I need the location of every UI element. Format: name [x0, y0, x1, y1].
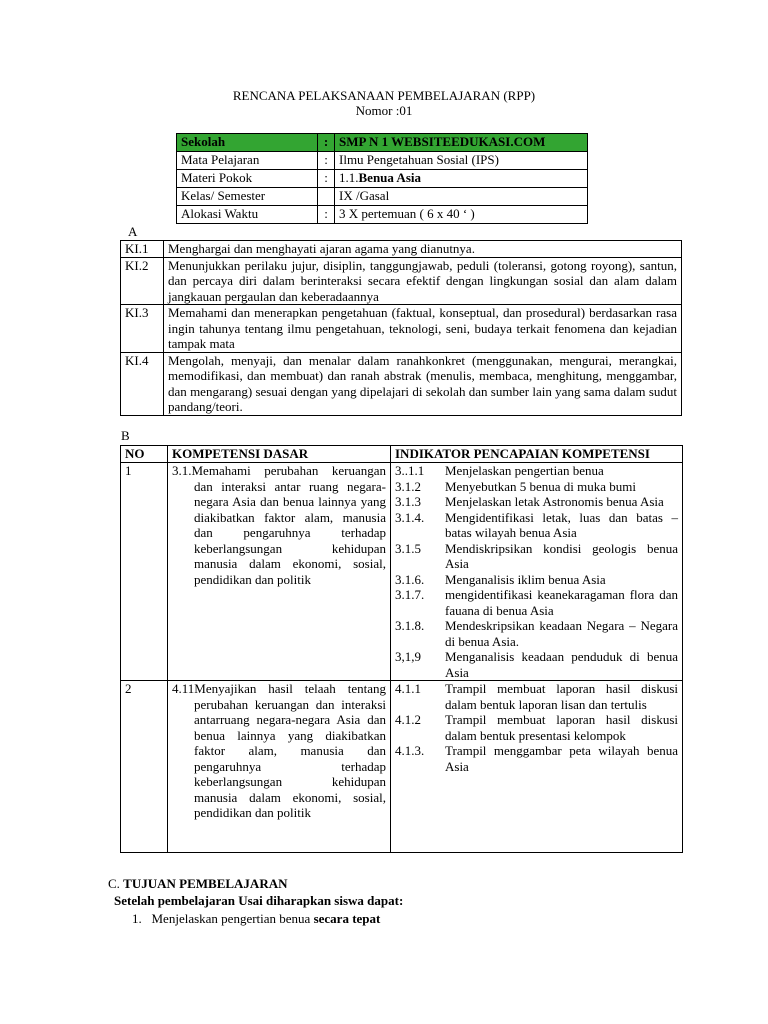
kd-indicators: [391, 681, 683, 853]
ki-row: [121, 241, 682, 258]
ki-text: Mengolah, menyaji, dan menalar dalam ranahkonkret (menggunakan, mengurai, merangkai, memodifikasi, dan membuat) dan ranah abstrak (menulis, membaca, menghitung, menggambar, dan mengarang) sesuai dengan yang dipelajari di sekolah dan sumber lain yang sama dalam sudut pandang/teori.: [164, 352, 682, 415]
indicator-num: 3.1.2: [395, 478, 421, 494]
indicator-text: Trampil membuat laporan hasil diskusi dalam bentuk laporan lisan dan tertulis: [445, 681, 678, 712]
indicator-num: 3.1.5: [395, 540, 421, 556]
indicator: [395, 681, 678, 712]
indicator: [395, 572, 678, 588]
objective-emphasis: secara tepat: [313, 911, 381, 926]
indicator-text: Mengidentifikasi letak, luas dan batas – batas wilayah benua Asia: [445, 509, 678, 540]
info-sep: [318, 188, 335, 206]
col-indicator-header: INDIKATOR PENCAPAIAN KOMPETENSI: [391, 446, 683, 463]
indicator-num: 3.1.4.: [395, 509, 425, 525]
indicator-text: Mendeskripsikan keadaan Negara – Negara di benua Asia.: [445, 618, 678, 649]
doc-number: Nomor :01: [355, 103, 413, 118]
ki-code: KI.1: [121, 241, 164, 258]
doc-title: RENCANA PELAKSANAAN PEMBELAJARAN (RPP): [232, 88, 536, 103]
indicator: [395, 479, 678, 495]
info-label: Mata Pelajaran: [177, 152, 318, 170]
info-value: IX /Gasal: [335, 188, 588, 206]
ki-code: KI.4: [121, 352, 164, 415]
info-value: 3 X pertemuan ( 6 x 40 ‘ ): [335, 206, 588, 224]
indicator-text: mengidentifikasi keanekaragaman flora dan fauana di benua Asia: [445, 587, 678, 618]
info-sep: :: [318, 134, 335, 152]
info-row-class: [177, 188, 588, 206]
kd-header-row: [121, 446, 683, 463]
kd-indicators: [391, 463, 683, 681]
indicator-num: 3.1.3: [395, 494, 421, 509]
indicator: [395, 712, 678, 743]
section-a-label: A: [128, 224, 138, 239]
info-label: Sekolah: [177, 134, 318, 152]
kd-row: [121, 681, 683, 853]
section-c-letter: C.: [108, 876, 124, 891]
kd-text: 3.1.Memahami perubahan keruangan dan interaksi antar ruang negara-negara Asia dan benua lainnya yang diakibatkan faktor alam, manusia dan pengaruhnya terhadap keberlangsungan kehidupan manusia dalam ekonomi, sosial, pendidikan dan politik: [172, 463, 386, 587]
indicator-num: 3..1.1: [395, 463, 425, 478]
ki-text: Memahami dan menerapkan pengetahuan (faktual, konseptual, dan prosedural) berdasarkan rasa ingin tahunya tentang ilmu pengetahuan, teknologi, seni, budaya terkait fenomena dan kejadian tampak mata: [164, 305, 682, 353]
kd-text-cell: [168, 681, 391, 853]
indicator-text: Menjelaskan letak Astronomis benua Asia: [445, 494, 664, 509]
section-c-heading: [108, 876, 287, 892]
indicator-text: Menganalisis iklim benua Asia: [445, 571, 606, 587]
ki-code: KI.3: [121, 305, 164, 353]
objective-num: 1.: [132, 911, 142, 926]
indicator: [395, 463, 678, 479]
info-label: Materi Pokok: [177, 170, 318, 188]
indicator-text: Menjelaskan pengertian benua: [445, 463, 604, 478]
indicator-num: 4.1.3.: [395, 743, 425, 758]
col-no-header: NO: [121, 446, 168, 463]
ki-row: [121, 352, 682, 415]
kd-text-cell: [168, 463, 391, 681]
info-label: Kelas/ Semester: [177, 188, 318, 206]
info-value: Ilmu Pengetahuan Sosial (IPS): [335, 152, 588, 170]
indicator: [395, 587, 678, 618]
indicator-text: Menganalisis keadaan penduduk di benua Asia: [445, 649, 678, 680]
info-row-subject: [177, 152, 588, 170]
ki-text: Menunjukkan perilaku jujur, disiplin, tanggungjawab, peduli (toleransi, gotong royong), santun, dan percaya diri dalam berinteraksi secara efektif dengan lingkungan sosial dan alam dalam jangkauan pergaulan dan keberadaannya: [164, 257, 682, 305]
school-info-table: [176, 133, 588, 224]
indicator-num: 3,1,9: [395, 649, 421, 664]
indicator: [395, 618, 678, 649]
objective-item: [132, 911, 380, 927]
indicator-text: Menyebutkan 5 benua di muka bumi: [445, 478, 636, 494]
objectives-intro: Setelah pembelajaran Usai diharapkan siswa dapat:: [114, 893, 404, 908]
info-row-topic: [177, 170, 588, 188]
indicator-num: 4.1.2: [395, 712, 421, 727]
ki-row: [121, 305, 682, 353]
ki-row: [121, 257, 682, 305]
indicator-num: 3.1.7.: [395, 587, 425, 602]
topic-prefix: 1.1.: [339, 170, 359, 185]
indicator: [395, 494, 678, 510]
indicator-num: 3.1.6.: [395, 571, 425, 587]
info-value: [335, 170, 588, 188]
indicator: [395, 541, 678, 572]
info-label: Alokasi Waktu: [177, 206, 318, 224]
section-c-title: TUJUAN PEMBELAJARAN: [123, 876, 288, 891]
indicator: [395, 649, 678, 680]
ki-text: Menghargai dan menghayati ajaran agama yang dianutnya.: [164, 241, 682, 258]
indicator: [395, 743, 678, 774]
col-kd-header: KOMPETENSI DASAR: [168, 446, 391, 463]
info-sep: :: [318, 170, 335, 188]
info-value: SMP N 1 WEBSITEEDUKASI.COM: [335, 134, 588, 152]
core-competency-table: [120, 240, 682, 416]
basic-competency-table: [120, 445, 683, 853]
kd-row: [121, 463, 683, 681]
doc-header: [0, 88, 768, 118]
objective-text: Menjelaskan pengertian benua: [151, 911, 314, 926]
info-sep: :: [318, 206, 335, 224]
topic-name: Benua Asia: [358, 170, 421, 185]
info-sep: :: [318, 152, 335, 170]
indicator-text: Trampil menggambar peta wilayah benua Asia: [445, 743, 678, 774]
indicator-num: 4.1.1: [395, 681, 421, 696]
indicator-text: Trampil membuat laporan hasil diskusi dalam bentuk presentasi kelompok: [445, 712, 678, 743]
kd-text: 4.11Menyajikan hasil telaah tentang perubahan keruangan dan interaksi antarruang negara-negara Asia dan benua lainnya yang diakibatkan faktor alam, manusia dan pengaruhnya terhadap keberlangsungan kehidupan manusia dalam ekonomi, sosial, pendidikan dan politik: [172, 681, 386, 820]
info-row-time: [177, 206, 588, 224]
kd-no: 1: [121, 463, 168, 681]
section-b-label: B: [121, 428, 130, 443]
indicator-num: 3.1.8.: [395, 618, 425, 633]
indicator: [395, 510, 678, 541]
info-row-school: [177, 134, 588, 152]
kd-no: 2: [121, 681, 168, 853]
ki-code: KI.2: [121, 257, 164, 305]
indicator-text: Mendiskripsikan kondisi geologis benua Asia: [445, 540, 678, 571]
